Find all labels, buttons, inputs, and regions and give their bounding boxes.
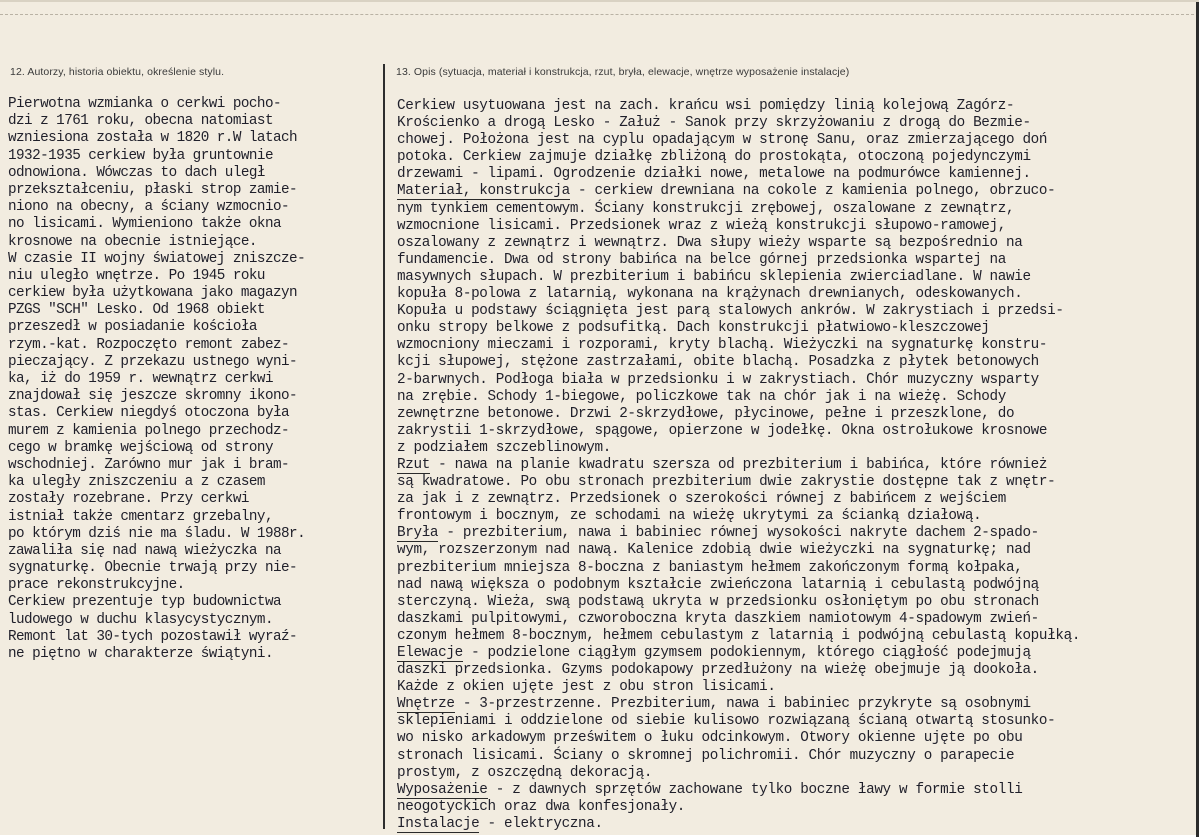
description-text-line <box>397 662 1187 679</box>
line-text: - 3-przestrzenne. Prezbiterium, nawa i babiniec przykryte są osobnymi <box>454 696 1031 713</box>
history-text-line: odnowiona. Wówczas to dach uległ <box>8 164 265 181</box>
history-text-line: przeszedł w posiadanie kościoła <box>8 319 257 336</box>
section-heading-line <box>397 525 1187 542</box>
history-text-line: przekształceniu, płaski strop zamie- <box>8 181 298 198</box>
description-text-line <box>397 542 1187 559</box>
line-text: oszalowany z zewnątrz i wewnątrz. Dwa słupy wieży wsparte są bezpośrednio na <box>397 234 1023 251</box>
line-text: 2-barwnych. Podłoga biała w przedsionku i w zakrystiach. Chór muzyczny wsparty <box>397 371 1039 388</box>
history-text-line: Remont lat 30-tych pozostawił wyraź- <box>8 628 298 645</box>
section-heading-line <box>397 457 1187 474</box>
description-text-line <box>397 577 1187 594</box>
description-text-line <box>397 269 1187 286</box>
history-text-line: W czasie II wojny światowej zniszcze- <box>8 250 306 267</box>
history-text-line: wzniesiona została w 1820 r.W latach <box>8 130 298 147</box>
description-text-line <box>397 799 1187 816</box>
line-text: potoka. Cerkiew zajmuje działkę zbliżoną do prostokąta, otoczoną pojedynczymi <box>397 149 1031 166</box>
description-text-column <box>397 98 1187 833</box>
section-heading-line <box>397 183 1187 200</box>
description-text-line <box>397 218 1187 235</box>
description-text-line <box>397 372 1187 389</box>
description-text-line <box>397 508 1187 525</box>
history-text-line: sygnaturkę. Obecnie trwają przy nie- <box>8 560 298 577</box>
line-text: fundamencie. Dwa od strony babińca na belce górnej przedsionka wspartej na <box>397 251 1006 268</box>
line-text: nad nawą większa o podobnym kształcie zwieńczona latarnią i cebulastą podwójną <box>397 576 1039 593</box>
line-text: stronach lisicami. Ściany o skromnej polichromii. Chór muzyczny o parapecie <box>397 747 1015 764</box>
description-text-line <box>397 132 1187 149</box>
history-text-line: cego w bramkę wejściową od strony <box>8 439 273 456</box>
history-text-line: znajdował się jeszcze skromny ikono- <box>8 388 298 405</box>
column-divider <box>383 64 385 829</box>
line-text: za jak i z zewnątrz. Przedsionek o szerokości równej z babińcem z wejściem <box>397 491 1006 508</box>
section-heading-line <box>397 816 1187 833</box>
description-text-line <box>397 303 1187 320</box>
line-text: wzmocniony mieczami i rozporami, kryty blachą. Wieżyczki na sygnaturkę konstru- <box>397 337 1048 354</box>
history-text-line: krosnowe na obecnie istniejące. <box>8 233 257 250</box>
section-label: Elewacje <box>397 645 463 661</box>
history-text-line: stas. Cerkiew niegdyś otoczona była <box>8 405 290 422</box>
description-text-line <box>397 406 1187 423</box>
line-text: czonym hełmem 8-bocznym, hełmem cebulastym z latarnią i podwójną cebulastą kopułką. <box>397 627 1081 644</box>
line-text: drzewami - lipami. Ogrodzenie działki nowe, metalowe na podmurówce kamiennej. <box>397 166 1031 183</box>
section-label: Instalacje <box>397 815 480 832</box>
description-text-line <box>397 354 1187 371</box>
line-text: kopuła 8-polowa z latarnią, wykonana na krążynach drewnianych, odeskowanych. <box>397 286 1023 303</box>
description-text-line <box>397 286 1187 303</box>
line-text: kcji słupowej, stężone zastrzałami, obite blachą. Posadzka z płytek betonowych <box>397 354 1039 371</box>
line-text: prostym, z oszczędną dekoracją. <box>397 764 653 781</box>
line-text: są kwadratowe. Po obu stronach prezbiterium dwie zakrystie dostępne tak z wnętr- <box>397 474 1056 491</box>
history-text-line: ludowego w duchu klasycystycznym. <box>8 611 273 628</box>
line-text: Cerkiew usytuowana jest na zach. krańcu wsi pomiędzy linią kolejową Zagórz- <box>397 98 1015 114</box>
section-label: Wyposażenie <box>397 781 488 798</box>
description-text-line <box>397 560 1187 577</box>
history-text-line: Pierwotna wzmianka o cerkwi pocho- <box>8 96 282 112</box>
history-text-line: zostały rozebrane. Przy cerkwi <box>8 491 249 508</box>
line-text: daszki przedsionka. Gzyms podokapowy przedłużony na wieżę obejmuje ją dookoła. <box>397 662 1039 679</box>
line-text: zewnętrzne betonowe. Drzwi 2-skrzydłowe, płycinowe, pełne i przeszklone, do <box>397 405 1015 422</box>
line-text: masywnych słupach. W prezbiterium i babińcu sklepienia zwierciadlane. W nawie <box>397 268 1031 285</box>
description-text-line <box>397 765 1187 782</box>
description-text-line <box>397 320 1187 337</box>
line-text: na zrębie. Schody 1-biegowe, policzkowe tak na chór jak i na wieżę. Schody <box>397 388 1006 405</box>
line-text: onku stropy belkowe z podsufitką. Dach konstrukcji płatwiowo-kleszczowej <box>397 320 990 337</box>
description-text-line <box>397 679 1187 696</box>
section-12-header: 12. Autorzy, historia obiektu, określenie stylu. <box>10 66 225 78</box>
history-text-line: murem z kamienia polnego przechodz- <box>8 422 290 439</box>
line-text: Każde z okien ujęte jest z obu stron lisicami. <box>397 679 776 696</box>
history-text-line: ka uległy zniszczeniu a z czasem <box>8 474 265 491</box>
line-text: nym tynkiem cementowym. Ściany konstrukcji zrębowej, oszalowane z zewnątrz, <box>397 200 1015 217</box>
section-13-header: 13. Opis (sytuacja, materiał i konstrukcja, rzut, bryła, elewacje, wnętrze wyposażenie instalacje) <box>396 66 850 78</box>
description-text-line <box>397 423 1187 440</box>
line-text: - elektryczna. <box>479 815 603 832</box>
line-text: sklepieniami i oddzielone od siebie kulisowo rozwiązaną ścianą otwartą stosunko- <box>397 713 1056 730</box>
description-text-line <box>397 594 1187 611</box>
history-text-line: wschodniej. Zarówno mur jak i bram- <box>8 456 290 473</box>
history-text-line: rzym.-kat. Rozpoczęto remont zabez- <box>8 336 290 353</box>
description-text-line <box>397 713 1187 730</box>
history-text-line: dzi z 1761 roku, obecna natomiast <box>8 113 273 130</box>
description-text-line <box>397 748 1187 765</box>
line-text: daszkami pulpitowymi, czworoboczna kryta daszkiem namiotowym 4-spadowym zwień- <box>397 610 1039 627</box>
section-heading-line <box>397 645 1187 662</box>
line-text: wym, rozszerzonym nad nawą. Kalenice zdobią dwie wieżyczki na sygnaturkę; nad <box>397 542 1031 559</box>
history-text-line: ka, iż do 1959 r. wewnątrz cerkwi <box>8 371 273 387</box>
line-text: - podzielone ciągłym gzymsem podokiennym, którego ciągłość podejmują <box>462 645 1031 661</box>
section-heading-line <box>397 696 1187 713</box>
description-text-line <box>397 440 1187 457</box>
description-text-line <box>397 474 1187 491</box>
section-label: Wnętrze <box>397 696 455 713</box>
history-text-column <box>8 96 378 663</box>
history-text-line: prace rekonstrukcyjne. <box>8 577 185 594</box>
line-text: Krościenko a drogą Lesko - Załuż - Sanok przy skrzyżowaniu z drogą do Bezmie- <box>397 115 1031 132</box>
description-text-line <box>397 252 1187 269</box>
line-text: frontowym i bocznym, ze schodami na wieżę ukrytymi za ścianką działową. <box>397 508 982 525</box>
line-text: neogotyckich oraz dwa konfesjonały. <box>397 798 686 815</box>
line-text: sterczyną. Wieża, swą podstawą ukryta w przedsionku osłoniętym po obu stronach <box>397 593 1039 610</box>
line-text: chowej. Położona jest na cyplu opadającym w stronę Sanu, oraz zmierzającego doń <box>397 132 1048 149</box>
history-text-line: 1932-1935 cerkiew była gruntownie <box>8 147 273 164</box>
description-text-line <box>397 491 1187 508</box>
perforation-line <box>0 14 1199 15</box>
description-text-line <box>397 628 1187 645</box>
description-text-line <box>397 235 1187 252</box>
description-text-line <box>397 115 1187 132</box>
line-text: Kopuła u podstawy ściągnięta jest parą stalowych ankrów. W zakrystiach i przedsi- <box>397 303 1064 320</box>
description-text-line <box>397 201 1187 218</box>
description-text-line <box>397 149 1187 166</box>
line-text: z podziałem szczeblinowym. <box>397 439 611 456</box>
line-text: - prezbiterium, nawa i babiniec równej wysokości nakryte dachem 2-spado- <box>438 525 1039 542</box>
description-text-line <box>397 166 1187 183</box>
line-text: prezbiterium mniejsza 8-boczna z baniastym hełmem zakończonym formą kołpaka, <box>397 559 1023 576</box>
line-text: - nawa na planie kwadratu szersza od prezbiterium i babińca, które również <box>429 456 1048 473</box>
line-text: wzmocnione lisicami. Przedsionek wraz z wieżą konstrukcji słupowo-ramowej, <box>397 217 1006 234</box>
section-label: Bryła <box>397 525 439 542</box>
section-label: Rzut <box>397 456 430 473</box>
description-text-line <box>397 337 1187 354</box>
history-text-line: cerkiew była użytkowana jako magazyn <box>8 285 298 302</box>
history-text-line: niu uległo wnętrze. Po 1945 roku <box>8 267 265 284</box>
history-text-line: Cerkiew prezentuje typ budownictwa <box>8 594 282 611</box>
section-heading-line <box>397 782 1187 799</box>
history-text-line: istniał także cmentarz grzebalny, <box>8 508 273 525</box>
line-text: wo nisko arkadowym prześwitem o łuku odcinkowym. Otwory okienne ujęte po obu <box>397 730 1023 747</box>
history-text-line: zawaliła się nad nawą wieżyczka na <box>8 542 282 559</box>
description-text-line <box>397 389 1187 406</box>
line-text: zakrystii 1-skrzydłowe, spągowe, opierzone w jodełkę. Okna ostrołukowe krosnowe <box>397 422 1048 439</box>
history-text-line: no lisicami. Wymieniono także okna <box>8 216 282 233</box>
description-text-line <box>397 98 1187 115</box>
line-text: - cerkiew drewniana na cokole z kamienia polnego, obrzuco- <box>569 183 1056 200</box>
section-label: Materiał, konstrukcja <box>397 183 570 200</box>
history-text-line: PZGS "SCH" Lesko. Od 1968 obiekt <box>8 302 265 319</box>
description-text-line <box>397 730 1187 747</box>
history-text-line: niono na obecny, a ściany wzmocnio- <box>8 199 290 216</box>
line-text: - z dawnych sprzętów zachowane tylko boczne ławy w formie stolli <box>487 781 1023 798</box>
description-text-line <box>397 611 1187 628</box>
history-text-line: ne piętno w charakterze świątyni. <box>8 646 273 662</box>
history-text-line: po którym dziś nie ma śladu. W 1988r. <box>8 525 306 542</box>
history-text-line: pieczający. Z przekazu ustnego wyni- <box>8 353 298 370</box>
